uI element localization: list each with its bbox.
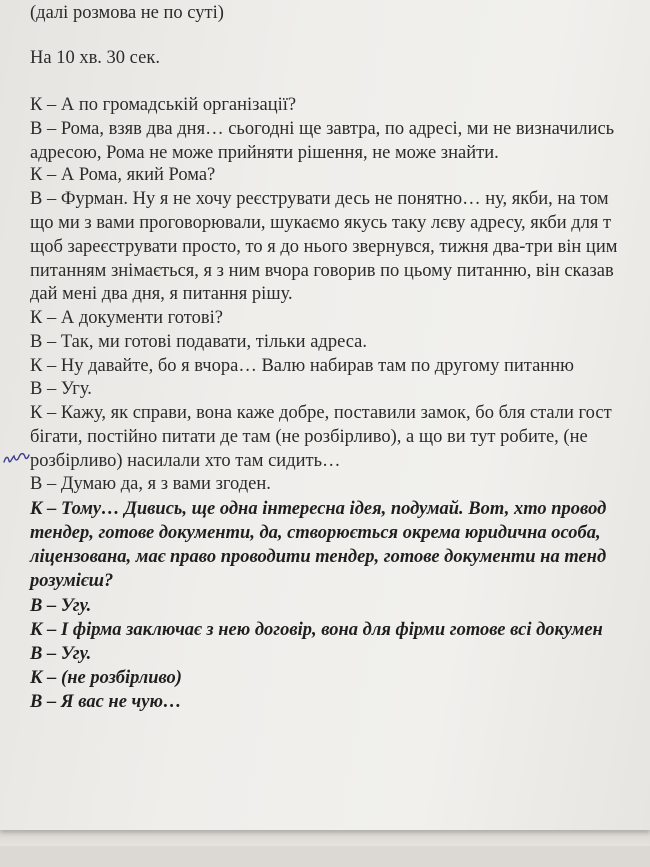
transcript-line-bold: В – Я вас не чую…	[30, 692, 182, 712]
transcript-line: В – Так, ми готові подавати, тільки адреса.	[30, 332, 368, 352]
transcript-line: В – Думаю да, я з вами згоден.	[30, 474, 271, 494]
transcript-line: щоб зареєструвати просто, то я до нього звернувся, тижня два-три він цим	[30, 237, 618, 257]
transcript-line: (далі розмова не по суті)	[30, 3, 224, 23]
transcript-line: На 10 хв. 30 сек.	[30, 48, 160, 68]
transcript-line-bold: К – І фірма заключає з нею договір, вона для фірми готове всі докумен	[30, 620, 603, 640]
handwritten-note	[2, 446, 30, 466]
transcript-line: адресою, Рома не може прийняти рішення, не може знайти.	[30, 143, 499, 163]
transcript-line: К – Кажу, як справи, вона каже добре, поставили замок, бо бля стали гост	[30, 403, 612, 423]
transcript-line: питанням знімається, я з ним вчора говорив по цьому питанню, він сказав	[30, 261, 614, 281]
transcript-line: бігати, постійно питати де там (не розбірливо), а що ви тут робите, (не	[30, 427, 588, 447]
transcript-line-bold: К – Тому… Дивись, ще одна інтересна ідея, подумай. Вот, хто провод	[30, 499, 607, 519]
transcript-line: розбірливо) насилали хто там сидить…	[30, 451, 341, 471]
transcript-line: К – А по громадській організації?	[30, 95, 297, 115]
transcript-line: дай мені два дня, я питання рішу.	[30, 284, 293, 304]
transcript-line-bold: ліцензована, має право проводити тендер, готове документи на тенд	[30, 547, 607, 567]
transcript-line-bold: В – Угу.	[30, 596, 92, 616]
transcript-line: К – Ну давайте, бо я вчора… Валю набирав там по другому питанню	[30, 356, 574, 376]
transcript-line-bold: К – (не розбірливо)	[30, 668, 182, 688]
transcript-line: В – Рома, взяв два дня… сьогодні ще завтра, по адресі, ми не визначились	[30, 119, 615, 139]
transcript-line-bold: В – Угу.	[30, 644, 92, 664]
transcript-line-bold: тендер, готове документи, да, створюється окрема юридична особа,	[30, 523, 601, 543]
page-edge	[0, 828, 650, 846]
transcript-line: В – Угу.	[30, 379, 92, 399]
transcript-line-bold: розумієш?	[30, 571, 114, 591]
transcript-line: К – А документи готові?	[30, 308, 223, 328]
transcript-line: В – Фурман. Ну я не хочу реєструвати десь не понятно… ну, якби, на том	[30, 189, 609, 209]
transcript-line: що ми з вами проговорювали, шукаємо якусь таку лєву адресу, якби для т	[30, 213, 612, 233]
transcript-line: К – А Рома, який Рома?	[30, 165, 216, 185]
